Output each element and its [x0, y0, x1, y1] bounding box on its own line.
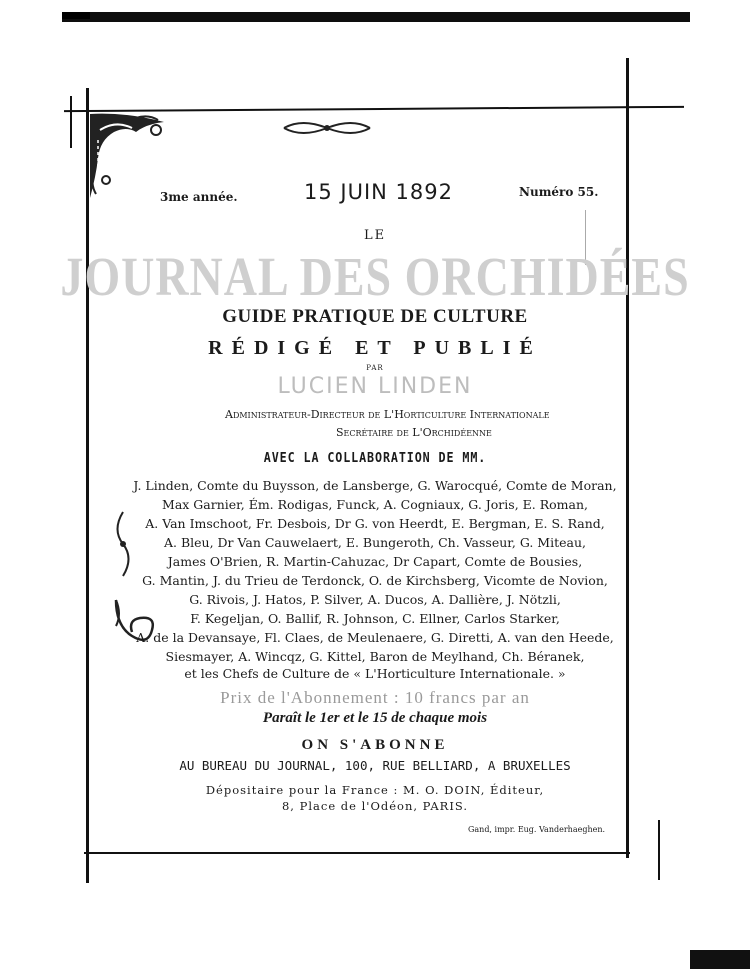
- border-outer-left: [70, 96, 72, 148]
- scan-corner-shadow: [690, 950, 750, 969]
- collaborator-line: et les Chefs de Culture de « L'Horticulture Internationale. »: [184, 666, 566, 681]
- collaborator-line: J. Linden, Comte du Buysson, de Lansberge, G. Warocqué, Comte de Moran,: [133, 478, 617, 493]
- issue-date: 15 JUIN 1892: [304, 180, 453, 204]
- collaborator-line: G. Mantin, J. du Trieu de Terdonck, O. de Kirchsberg, Vicomte de Novion,: [142, 573, 608, 588]
- collaborator-line: A. Bleu, Dr Van Cauwelaert, E. Bungeroth, Ch. Vasseur, G. Miteau,: [163, 535, 586, 550]
- author-role-1: Administrateur-Directeur de L'Horticulture Internationale: [225, 408, 550, 421]
- collaborator-line: Max Garnier, Ém. Rodigas, Funck, A. Cogniaux, G. Joris, E. Roman,: [162, 497, 588, 512]
- collaborator-line: Siesmayer, A. Wincqz, G. Kittel, Baron de Meylhand, Ch. Béranek,: [165, 649, 585, 664]
- depositaire-line-1: Dépositaire pour la France : M. O. DOIN, Éditeur,: [205, 783, 545, 797]
- collaborator-line: A. Van Imschoot, Fr. Desbois, Dr G. von Heerdt, E. Bergman, E. S. Rand,: [145, 516, 605, 531]
- subscribe-heading: ON S'ABONNE: [301, 737, 449, 753]
- subscribe-address: AU BUREAU DU JOURNAL, 100, RUE BELLIARD, A BRUXELLES: [179, 758, 571, 773]
- collaborator-line: G. Rivois, J. Hatos, P. Silver, A. Ducos, A. Dallière, J. Nötzli,: [189, 592, 561, 607]
- redige-publie: RÉDIGÉ ET PUBLIÉ: [208, 337, 542, 359]
- printer-credit: Gand, impr. Eug. Vanderhaeghen.: [468, 825, 606, 834]
- scan-top-edge-cap: [62, 12, 90, 19]
- issue-number: Numéro 55.: [519, 185, 599, 199]
- author-role-2: Secrétaire de L'Orchidéenne: [336, 426, 492, 439]
- journal-subtitle: GUIDE PRATIQUE DE CULTURE: [222, 306, 528, 327]
- border-outer-right: [658, 820, 660, 880]
- title-article: LE: [363, 228, 387, 243]
- depositaire-line-2: 8, Place de l'Odéon, PARIS.: [281, 799, 468, 813]
- par-label: PAR: [366, 364, 384, 372]
- scan-top-edge: [62, 12, 690, 22]
- subscription-price: Prix de l'Abonnement : 10 francs par an: [220, 688, 530, 707]
- border-bottom: [84, 852, 630, 854]
- author-name: LUCIEN LINDEN: [277, 374, 473, 399]
- year-label: 3me année.: [160, 190, 238, 204]
- collaboration-heading: AVEC LA COLLABORATION DE MM.: [263, 451, 487, 466]
- collaborator-line: F. Kegeljan, O. Ballif, R. Johnson, C. Ellner, Carlos Starker,: [190, 611, 560, 626]
- collaborator-line: James O'Brien, R. Martin-Cahuzac, Dr Capart, Comte de Bousies,: [167, 554, 583, 569]
- top-center-ornament-icon: [282, 118, 372, 138]
- collaborator-line: A. de la Devansaye, Fl. Claes, de Meulenaere, G. Diretti, A. van den Heede,: [136, 630, 614, 645]
- publication-frequency: Paraît le 1er et le 15 de chaque mois: [262, 710, 488, 726]
- journal-title: JOURNAL DES ORCHIDÉES: [60, 245, 690, 308]
